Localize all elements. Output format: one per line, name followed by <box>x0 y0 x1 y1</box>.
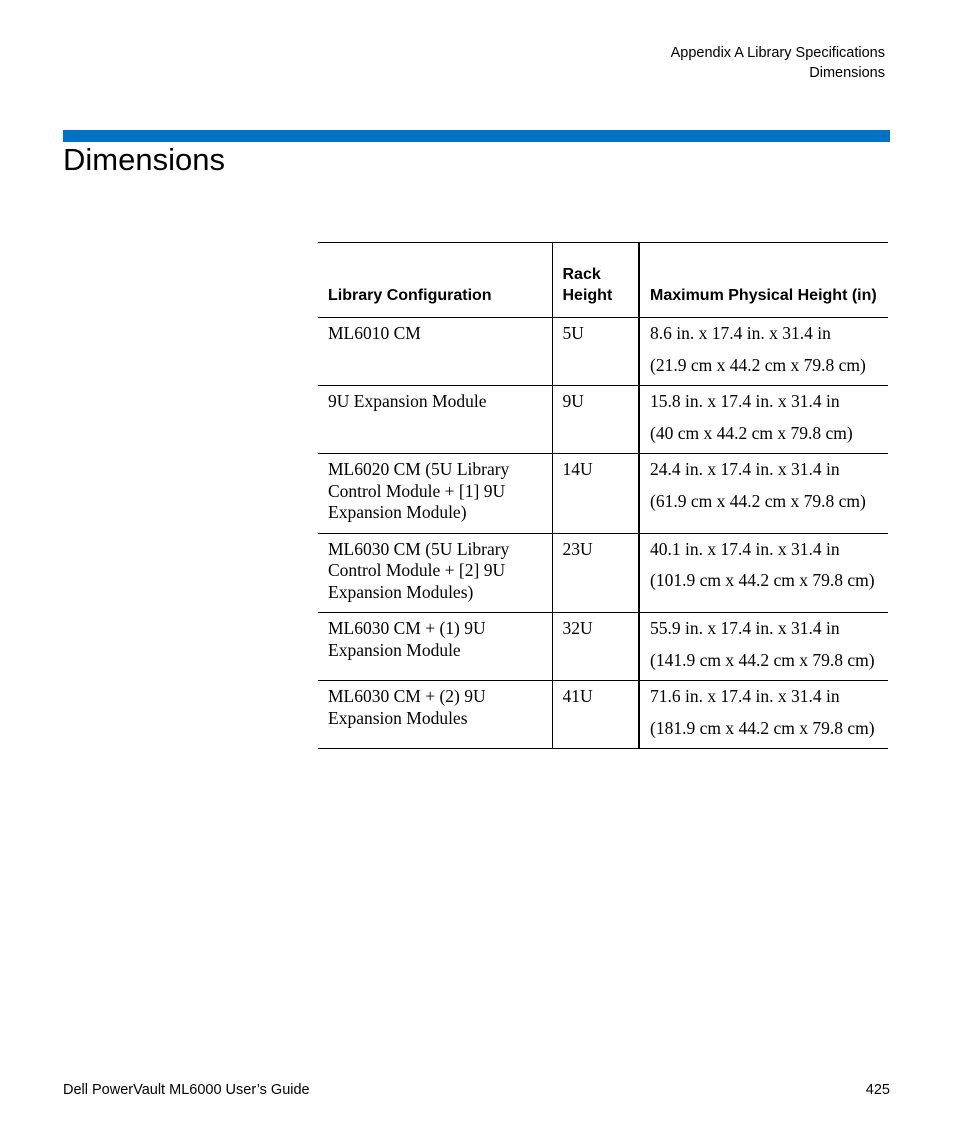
table-row <box>318 533 888 613</box>
column-header-max-physical-height: Maximum Physical Height (in) <box>639 243 888 318</box>
dimension-cm: (141.9 cm x 44.2 cm x 79.8 cm) <box>650 649 875 670</box>
cell-rack-height: 23U <box>552 533 639 613</box>
cell-config: ML6020 CM (5U Library Control Module + [1] 9U Expansion Module) <box>318 454 552 534</box>
cell-dimensions <box>639 613 888 681</box>
dimensions-table <box>318 242 888 749</box>
dimension-cm: (61.9 cm x 44.2 cm x 79.8 cm) <box>650 490 866 511</box>
cell-config: 9U Expansion Module <box>318 386 552 454</box>
cell-rack-height: 5U <box>552 318 639 386</box>
footer-guide-title: Dell PowerVault ML6000 User’s Guide <box>63 1082 310 1098</box>
table-header-row <box>318 243 888 318</box>
header-section: Dimensions <box>809 65 885 81</box>
cell-rack-height: 14U <box>552 454 639 534</box>
page-title: Dimensions <box>63 142 225 177</box>
dimension-inches: 8.6 in. x 17.4 in. x 31.4 in <box>650 323 831 343</box>
table-row <box>318 613 888 681</box>
dimension-inches: 40.1 in. x 17.4 in. x 31.4 in <box>650 538 840 559</box>
footer-page-number: 425 <box>865 1082 890 1098</box>
table-row <box>318 386 888 454</box>
running-header <box>671 43 885 83</box>
cell-dimensions <box>639 681 888 749</box>
cell-config: ML6030 CM (5U Library Control Module + [2] 9U Expansion Modules) <box>318 533 552 613</box>
cell-dimensions <box>639 318 888 386</box>
table-row <box>318 454 888 534</box>
column-header-rack-height: Rack Height <box>552 243 639 318</box>
cell-dimensions <box>639 454 888 534</box>
cell-config: ML6030 CM + (1) 9U Expansion Module <box>318 613 552 681</box>
cell-dimensions <box>639 386 888 454</box>
cell-rack-height: 41U <box>552 681 639 749</box>
cell-rack-height: 32U <box>552 613 639 681</box>
cell-config: ML6030 CM + (2) 9U Expansion Modules <box>318 681 552 749</box>
table-row <box>318 318 888 386</box>
dimension-inches: 15.8 in. x 17.4 in. x 31.4 in <box>650 391 840 411</box>
dimension-inches: 71.6 in. x 17.4 in. x 31.4 in <box>650 686 840 706</box>
table-row <box>318 681 888 749</box>
cell-config: ML6010 CM <box>318 318 552 386</box>
cell-dimensions <box>639 533 888 613</box>
header-chapter: Appendix A Library Specifications <box>670 45 885 61</box>
dimension-cm: (181.9 cm x 44.2 cm x 79.8 cm) <box>650 717 875 738</box>
dimension-cm: (101.9 cm x 44.2 cm x 79.8 cm) <box>650 570 875 590</box>
dimension-cm: (40 cm x 44.2 cm x 79.8 cm) <box>650 422 853 443</box>
dimension-cm: (21.9 cm x 44.2 cm x 79.8 cm) <box>650 354 866 375</box>
cell-rack-height: 9U <box>552 386 639 454</box>
dimension-inches: 24.4 in. x 17.4 in. x 31.4 in <box>650 459 840 479</box>
column-header-library-configuration: Library Configuration <box>318 243 552 318</box>
dimension-inches: 55.9 in. x 17.4 in. x 31.4 in <box>650 618 840 638</box>
